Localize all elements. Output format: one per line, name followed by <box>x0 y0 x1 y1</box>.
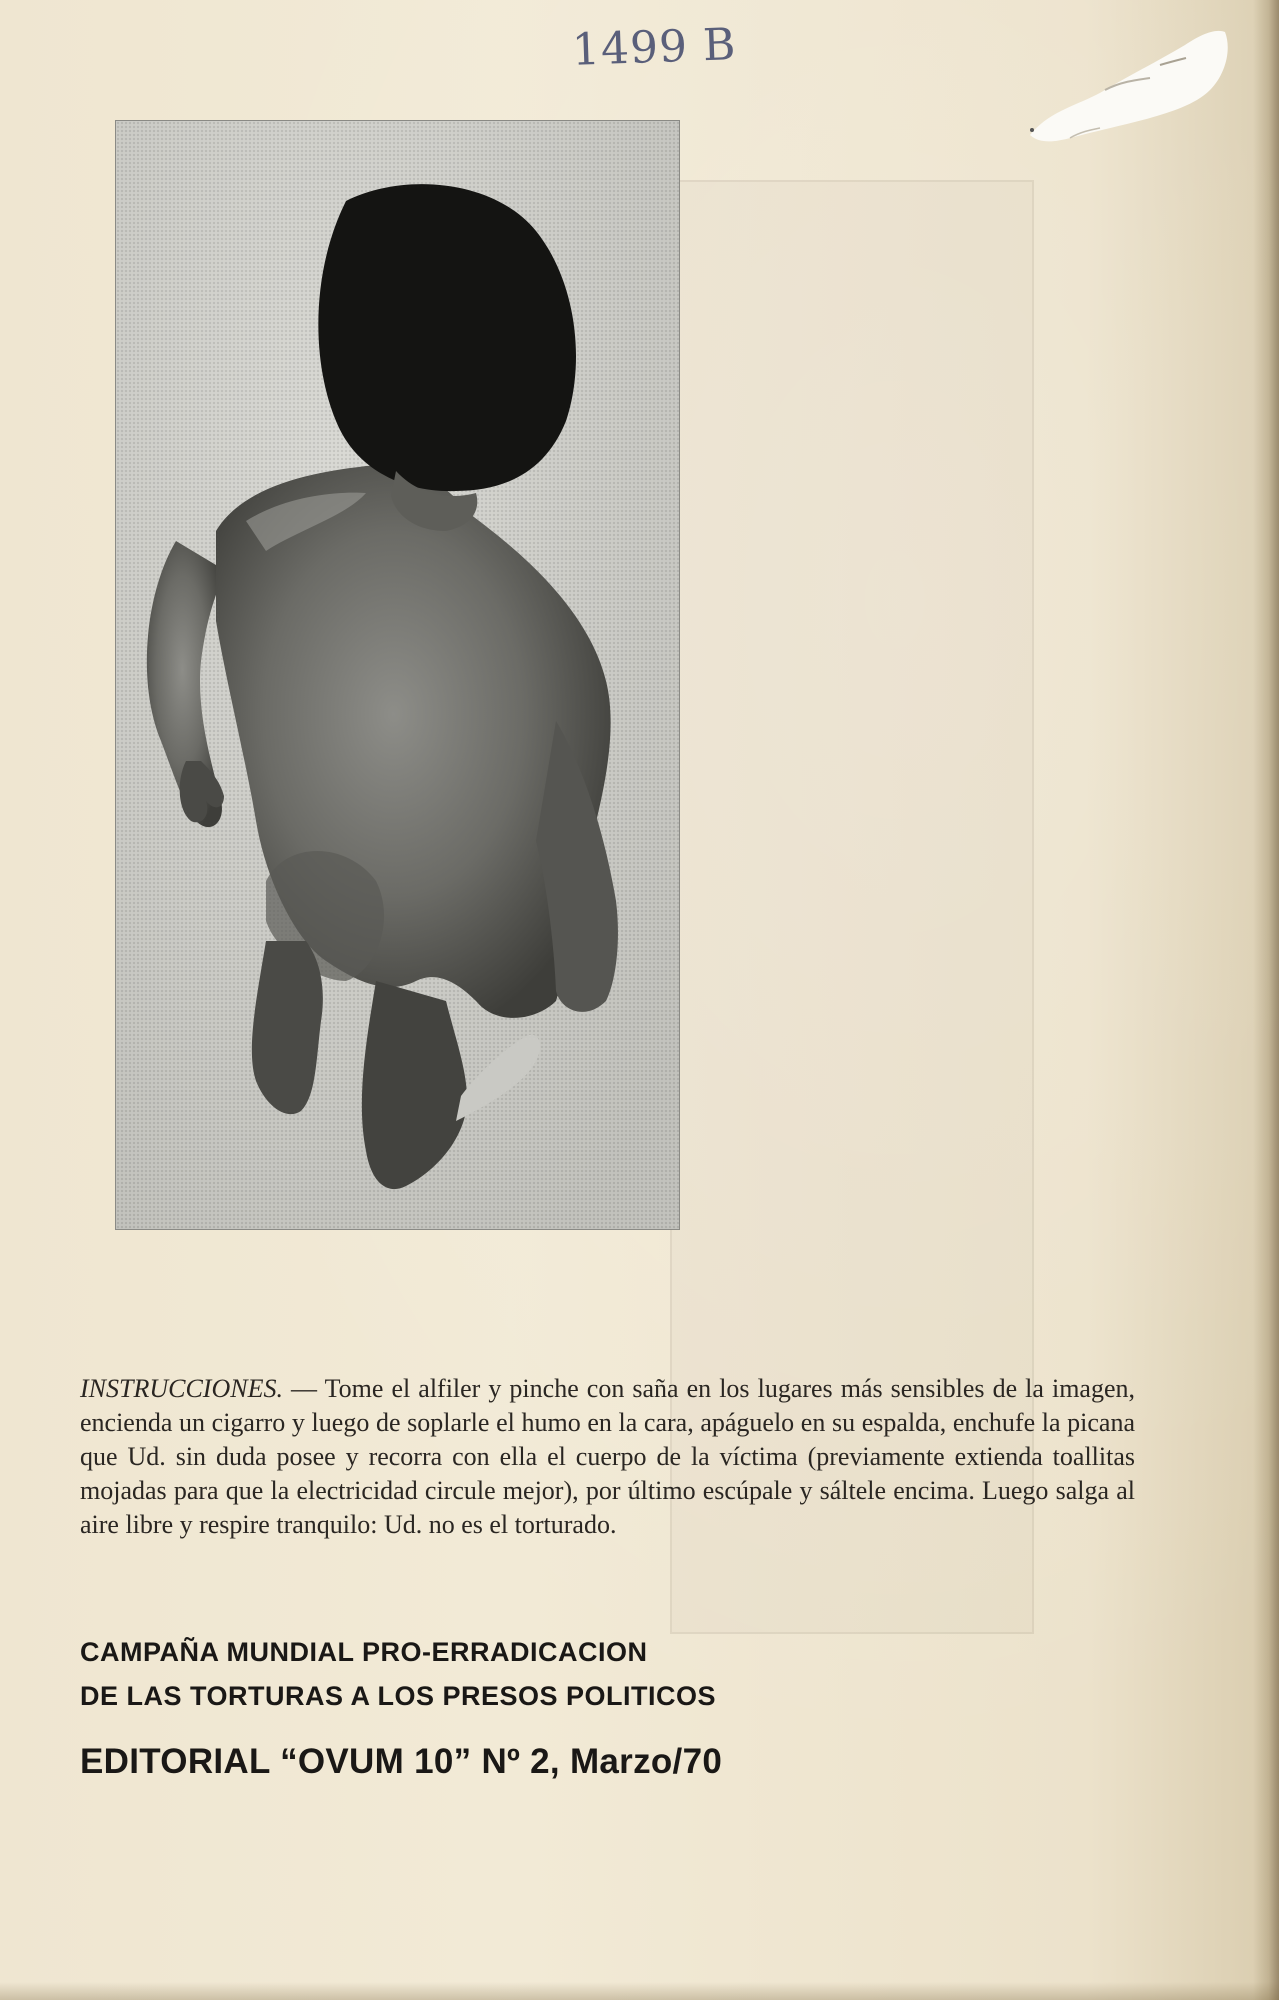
archive-number: 1499 B <box>571 19 738 76</box>
campaign-heading <box>80 1630 716 1718</box>
victim-photo <box>115 120 680 1230</box>
paper-tear-mark <box>1010 20 1230 150</box>
paper-bottom-shadow <box>0 1982 1279 2000</box>
instructions-paragraph <box>80 1372 1135 1542</box>
campaign-line-2: DE LAS TORTURAS A LOS PRESOS POLITICOS <box>80 1681 717 1711</box>
instructions-body: — Tome el alfiler y pinche con saña en los lugares más sensibles de la imagen, encienda un cigarro y luego de soplarle el humo en la cara, apáguelo en su espalda, enchufe la picana que Ud. sin duda posee y recorra con ella el cuerpo de la víctima (previamente extienda toallitas mojadas para que la electricidad circule mejor), por último escúpale y sáltele encima. Luego salga al aire libre y respire tranquilo: Ud. no es el torturado. <box>80 1374 1135 1539</box>
figure-photo-icon <box>116 121 679 1229</box>
instructions-lead: INSTRUCCIONES. <box>80 1374 283 1403</box>
paper-edge-shadow <box>1253 0 1279 2000</box>
campaign-line-1: CAMPAÑA MUNDIAL PRO-ERRADICACION <box>80 1637 648 1667</box>
editorial-line: EDITORIAL “OVUM 10” Nº 2, Marzo/70 <box>80 1742 723 1781</box>
